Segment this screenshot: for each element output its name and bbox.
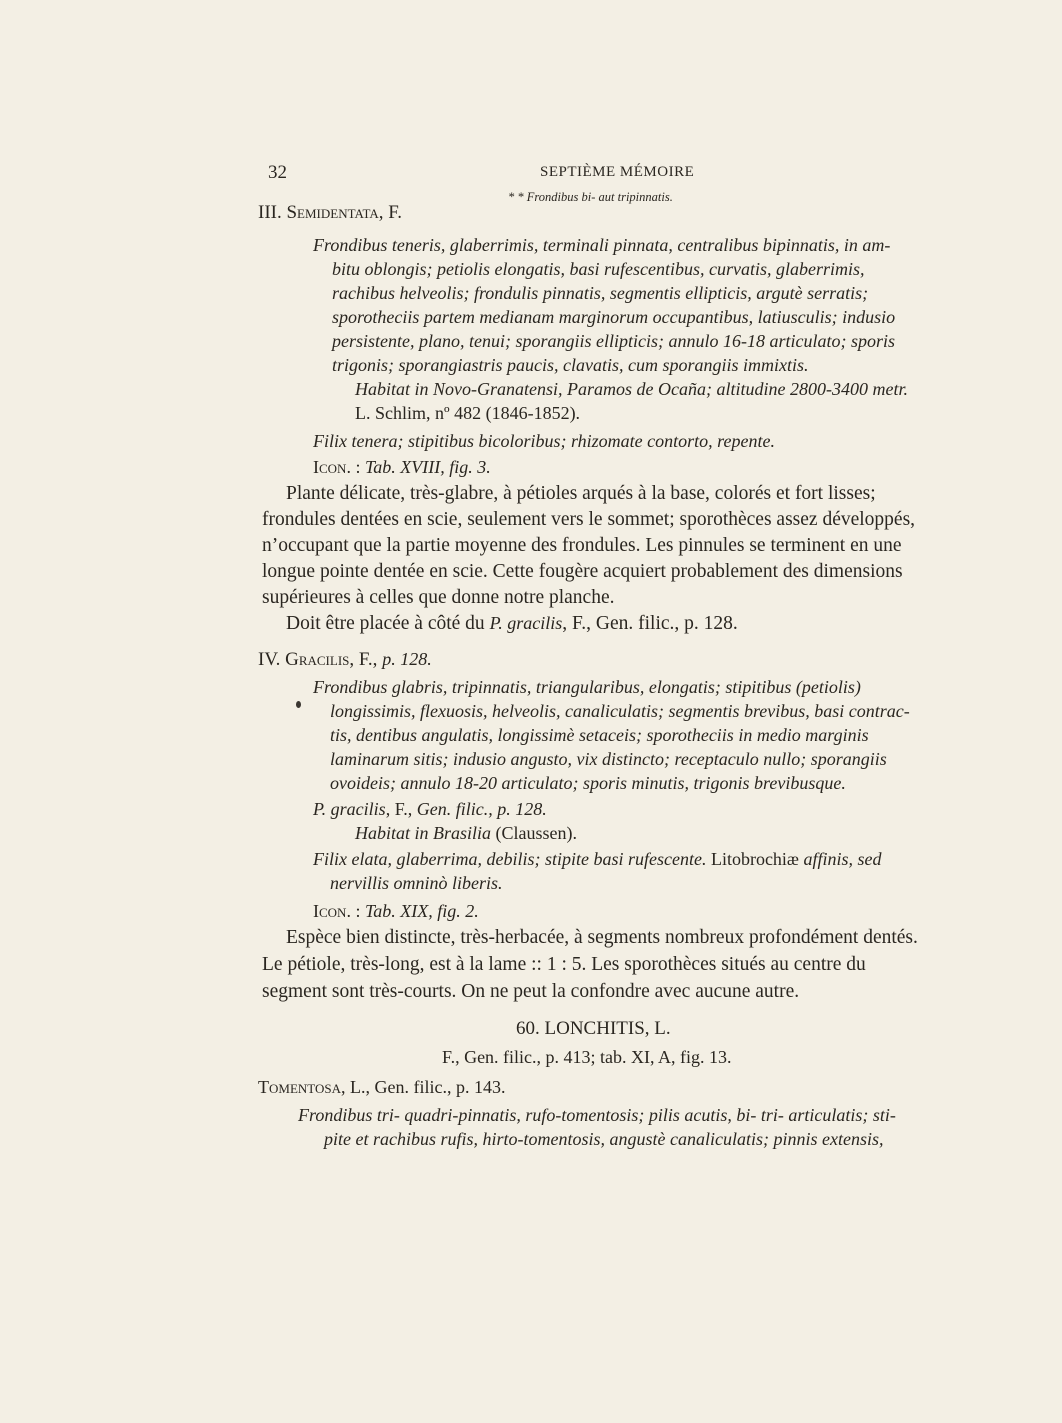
running-title: SEPTIÈME MÉMOIRE [540, 164, 695, 180]
tomentosa-name: Tomentosa, L. [258, 1077, 366, 1097]
species-3-diagnosis-line: trigonis; sporangiastris paucis, clavatis, cum sporangiis immixtis. [332, 355, 809, 375]
species-4-name: Gracilis, F., [285, 649, 383, 670]
species-4-diagnosis-line: laminarum sitis; indusio angusto, vix distincto; receptaculo nullo; sporangiis [330, 749, 887, 769]
species-3-icon [313, 455, 491, 480]
habitat-collector: (Claussen). [491, 823, 577, 843]
species-3-description-line: frondules dentées en scie, seulement vers le sommet; sporothèces assez développés, [262, 509, 916, 530]
species-4-heading [258, 647, 432, 673]
species-3-collector: L. Schlim, nº 482 (1846-1852). [355, 403, 581, 423]
synonym-name: P. gracilis [313, 799, 386, 819]
species-3-filix: Filix tenera; stipitibus bicoloribus; rhizomate contorto, repente. [313, 431, 775, 451]
species-4-description-line: Espèce bien distincte, très-herbacée, à segments nombreux profondément dentés. [286, 927, 918, 948]
species-3-name: Semidentata, F. [286, 202, 403, 223]
species-3-diagnosis-line: Frondibus teneris, glaberrimis, terminali pinnata, centralibus bipinnatis, in am- [313, 235, 891, 255]
placement-ref: , F., Gen. filic., p. 128. [562, 613, 738, 634]
species-4-habitat [355, 821, 577, 846]
species-3-description-line: n’occupant que la partie moyenne des frondules. Les pinnules se terminent en une [262, 535, 902, 556]
tomentosa-ref: , Gen. filic., p. 143. [365, 1077, 506, 1097]
species-3-habitat: Habitat in Novo-Granatensi, Paramos de Ocaña; altitudine 2800-3400 metr. [355, 379, 908, 399]
species-4-diagnosis-line: tis, dentibus angulatis, longissimè setaceis; sporotheciis in medio marginis [330, 725, 869, 745]
icon-reference: Tab. XIX, fig. 2. [364, 901, 479, 921]
synonym-ref: Gen. filic., p. 128. [416, 799, 547, 819]
species-4-diagnosis-line: longissimis, flexuosis, helveolis, canaliculatis; segmentis brevibus, basi contrac- [330, 701, 910, 721]
species-3-diagnosis-line: bitu oblongis; petiolis elongatis, basi rufescentibus, curvatis, glaberrimis, [332, 259, 865, 279]
subheading: * * Frondibus bi- aut tripinnatis. [508, 190, 673, 204]
tomentosa-diagnosis-line: Frondibus tri- quadri-pinnatis, rufo-tomentosis; pilis acutis, bi- tri- articulatis; sti- [298, 1105, 896, 1125]
species-4-filix-line2: nervillis omninò liberis. [330, 873, 503, 893]
genus-reference: F., Gen. filic., p. 413; tab. XI, A, fig. 13. [442, 1047, 732, 1067]
species-3-heading [258, 201, 402, 226]
species-4-numeral: IV. [258, 649, 281, 670]
species-4-page: p. 128. [382, 649, 432, 669]
species-3-description-line: supérieures à celles que donne notre planche. [262, 587, 615, 608]
species-3-description-line: Plante délicate, très-glabre, à pétioles arqués à la base, colorés et fort lisses; [286, 483, 876, 504]
placement-species: P. gracilis [489, 613, 563, 633]
synonym-author: , F., [385, 799, 417, 819]
filix-text: Filix elata, glaberrima, debilis; stipite basi rufescente. [313, 849, 711, 869]
species-3-diagnosis-line: persistente, plano, tenui; sporangiis ellipticis; annulo 16-18 articulato; sporis [332, 331, 895, 351]
tomentosa-diagnosis-line: pite et rachibus rufis, hirto-tomentosis, angustè canaliculatis; pinnis extensis, [324, 1129, 884, 1149]
icon-label: Icon. : [313, 457, 361, 477]
species-4-diagnosis-line: ovoideis; annulo 18-20 articulato; sporis minutis, trigonis brevibusque. [330, 773, 846, 793]
ink-spot [296, 701, 301, 708]
species-3-description-line: longue pointe dentée en scie. Cette fougère acquiert probablement des dimensions [262, 561, 903, 582]
species-4-icon [313, 899, 479, 924]
species-4-filix [313, 847, 881, 872]
species-4-synonym [313, 797, 547, 822]
filix-text-2: affinis, sed [798, 849, 882, 869]
tomentosa-heading [258, 1075, 505, 1100]
placement-text: Doit être placée à côté du [286, 613, 490, 634]
icon-label: Icon. : [313, 901, 361, 921]
page-number: 32 [268, 162, 287, 183]
species-3-placement [286, 611, 738, 637]
genus-heading: 60. LONCHITIS, L. [516, 1018, 671, 1039]
icon-reference: Tab. XVIII, fig. 3. [364, 457, 491, 477]
species-3-diagnosis-line: rachibus helveolis; frondulis pinnatis, segmentis ellipticis, argutè serratis; [332, 283, 869, 303]
habitat-place: Habitat in Brasilia [355, 823, 492, 843]
species-4-description-line: Le pétiole, très-long, est à la lame :: 1 : 5. Les sporothèces situés au centre du [262, 954, 866, 975]
species-3-numeral: III. [258, 202, 282, 223]
species-4-diagnosis-line: Frondibus glabris, tripinnatis, triangularibus, elongatis; stipitibus (petiolis) [313, 677, 861, 697]
species-3-diagnosis-line: sporotheciis partem medianam marginorum occupantibus, latiusculis; indusio [332, 307, 896, 327]
species-4-description-line: segment sont très-courts. On ne peut la confondre avec aucune autre. [262, 981, 800, 1002]
filix-genus: Litobrochiæ [710, 849, 799, 869]
